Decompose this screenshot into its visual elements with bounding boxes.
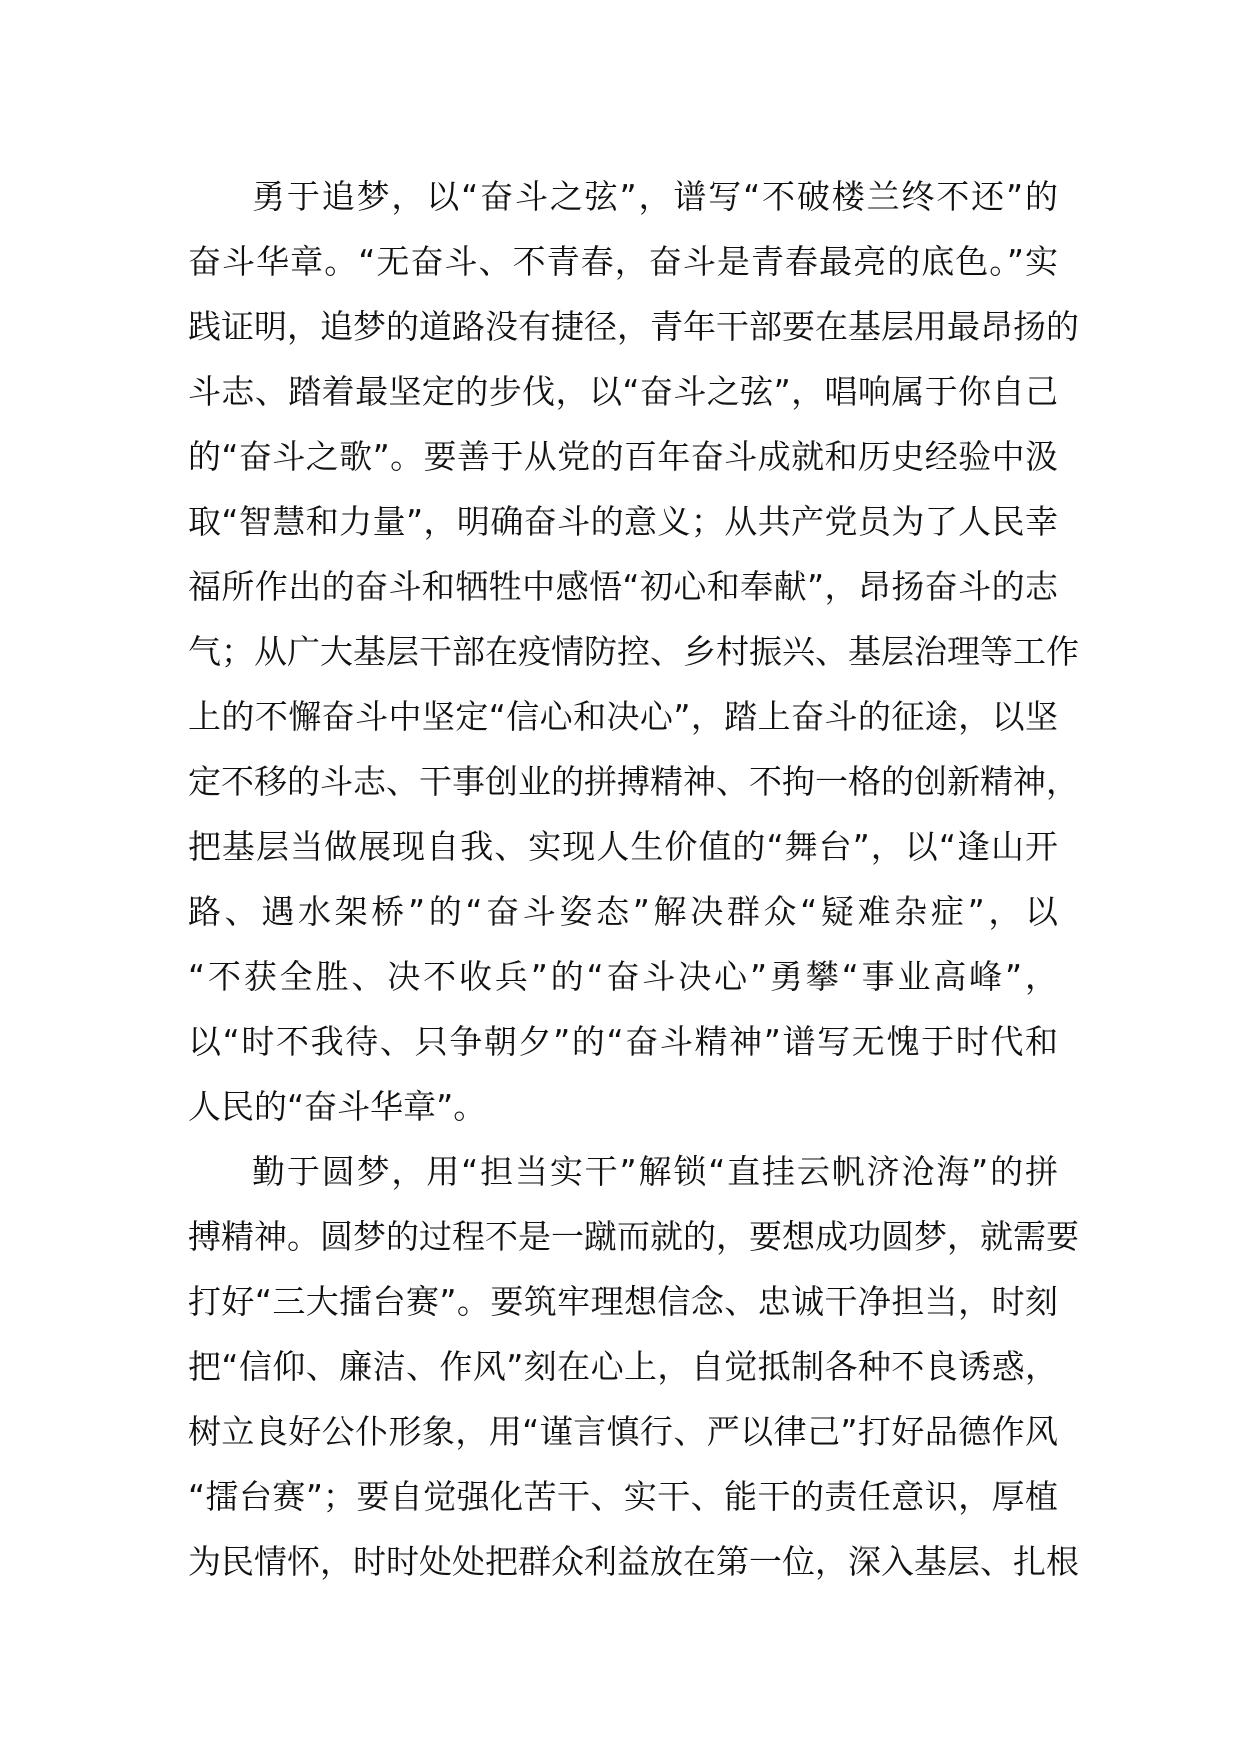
text-line: “不获全胜、决不收兵”的“奋斗决心”勇攀“事业高峰”， [188, 957, 1058, 996]
text-line: 为民情怀，时时处处把群众利益放在第一位，深入基层、扎根 [188, 1542, 1079, 1581]
text-line: 上的不懈奋斗中坚定“信心和决心”，踏上奋斗的征途，以坚 [188, 697, 1058, 736]
text-line: 搏精神。圆梦的过程不是一蹴而就的，要想成功圆梦，就需要 [188, 1217, 1079, 1256]
text-line: “擂台赛”；要自觉强化苦干、实干、能干的责任意识，厚植 [188, 1477, 1058, 1516]
text-line: 取“智慧和力量”，明确奋斗的意义；从共产党员为了人民幸 [188, 502, 1058, 541]
text-line: 路、遇水架桥”的“奋斗姿态”解决群众“疑难杂症”，以 [188, 892, 1058, 931]
text-line: 打好“三大擂台赛”。要筑牢理想信念、忠诚干净担当，时刻 [188, 1282, 1058, 1321]
paragraph-pursue-dream [188, 164, 1079, 1139]
text-line: 把基层当做展现自我、实现人生价值的“舞台”，以“逢山开 [188, 827, 1058, 866]
text-line: 把“信仰、廉洁、作风”刻在心上，自觉抵制各种不良诱惑， [188, 1347, 1058, 1386]
body-text [188, 164, 1079, 1594]
text-line: 以“时不我待、只争朝夕”的“奋斗精神”谱写无愧于时代和 [188, 1022, 1058, 1061]
text-line: 人民的“奋斗华章”。 [188, 1087, 487, 1126]
paragraph-achieve-dream [188, 1139, 1079, 1594]
text-line: 践证明，追梦的道路没有捷径，青年干部要在基层用最昂扬的 [188, 307, 1079, 346]
text-line: 定不移的斗志、干事创业的拼搏精神、不拘一格的创新精神， [188, 762, 1079, 801]
text-line: 斗志、踏着最坚定的步伐，以“奋斗之弦”，唱响属于你自己 [188, 372, 1058, 411]
text-line: 树立良好公仆形象，用“谨言慎行、严以律己”打好品德作风 [188, 1412, 1058, 1451]
text-line: 勤于圆梦，用“担当实干”解锁“直挂云帆济沧海”的拼 [252, 1152, 1058, 1191]
text-line: 奋斗华章。“无奋斗、不青春，奋斗是青春最亮的底色。”实 [188, 242, 1058, 281]
text-line: 气；从广大基层干部在疫情防控、乡村振兴、基层治理等工作 [188, 632, 1079, 671]
text-line: 的“奋斗之歌”。要善于从党的百年奋斗成就和历史经验中汲 [188, 437, 1058, 476]
text-line: 福所作出的奋斗和牺牲中感悟“初心和奉献”，昂扬奋斗的志 [188, 567, 1058, 606]
text-line: 勇于追梦，以“奋斗之弦”，谱写“不破楼兰终不还”的 [252, 177, 1058, 216]
